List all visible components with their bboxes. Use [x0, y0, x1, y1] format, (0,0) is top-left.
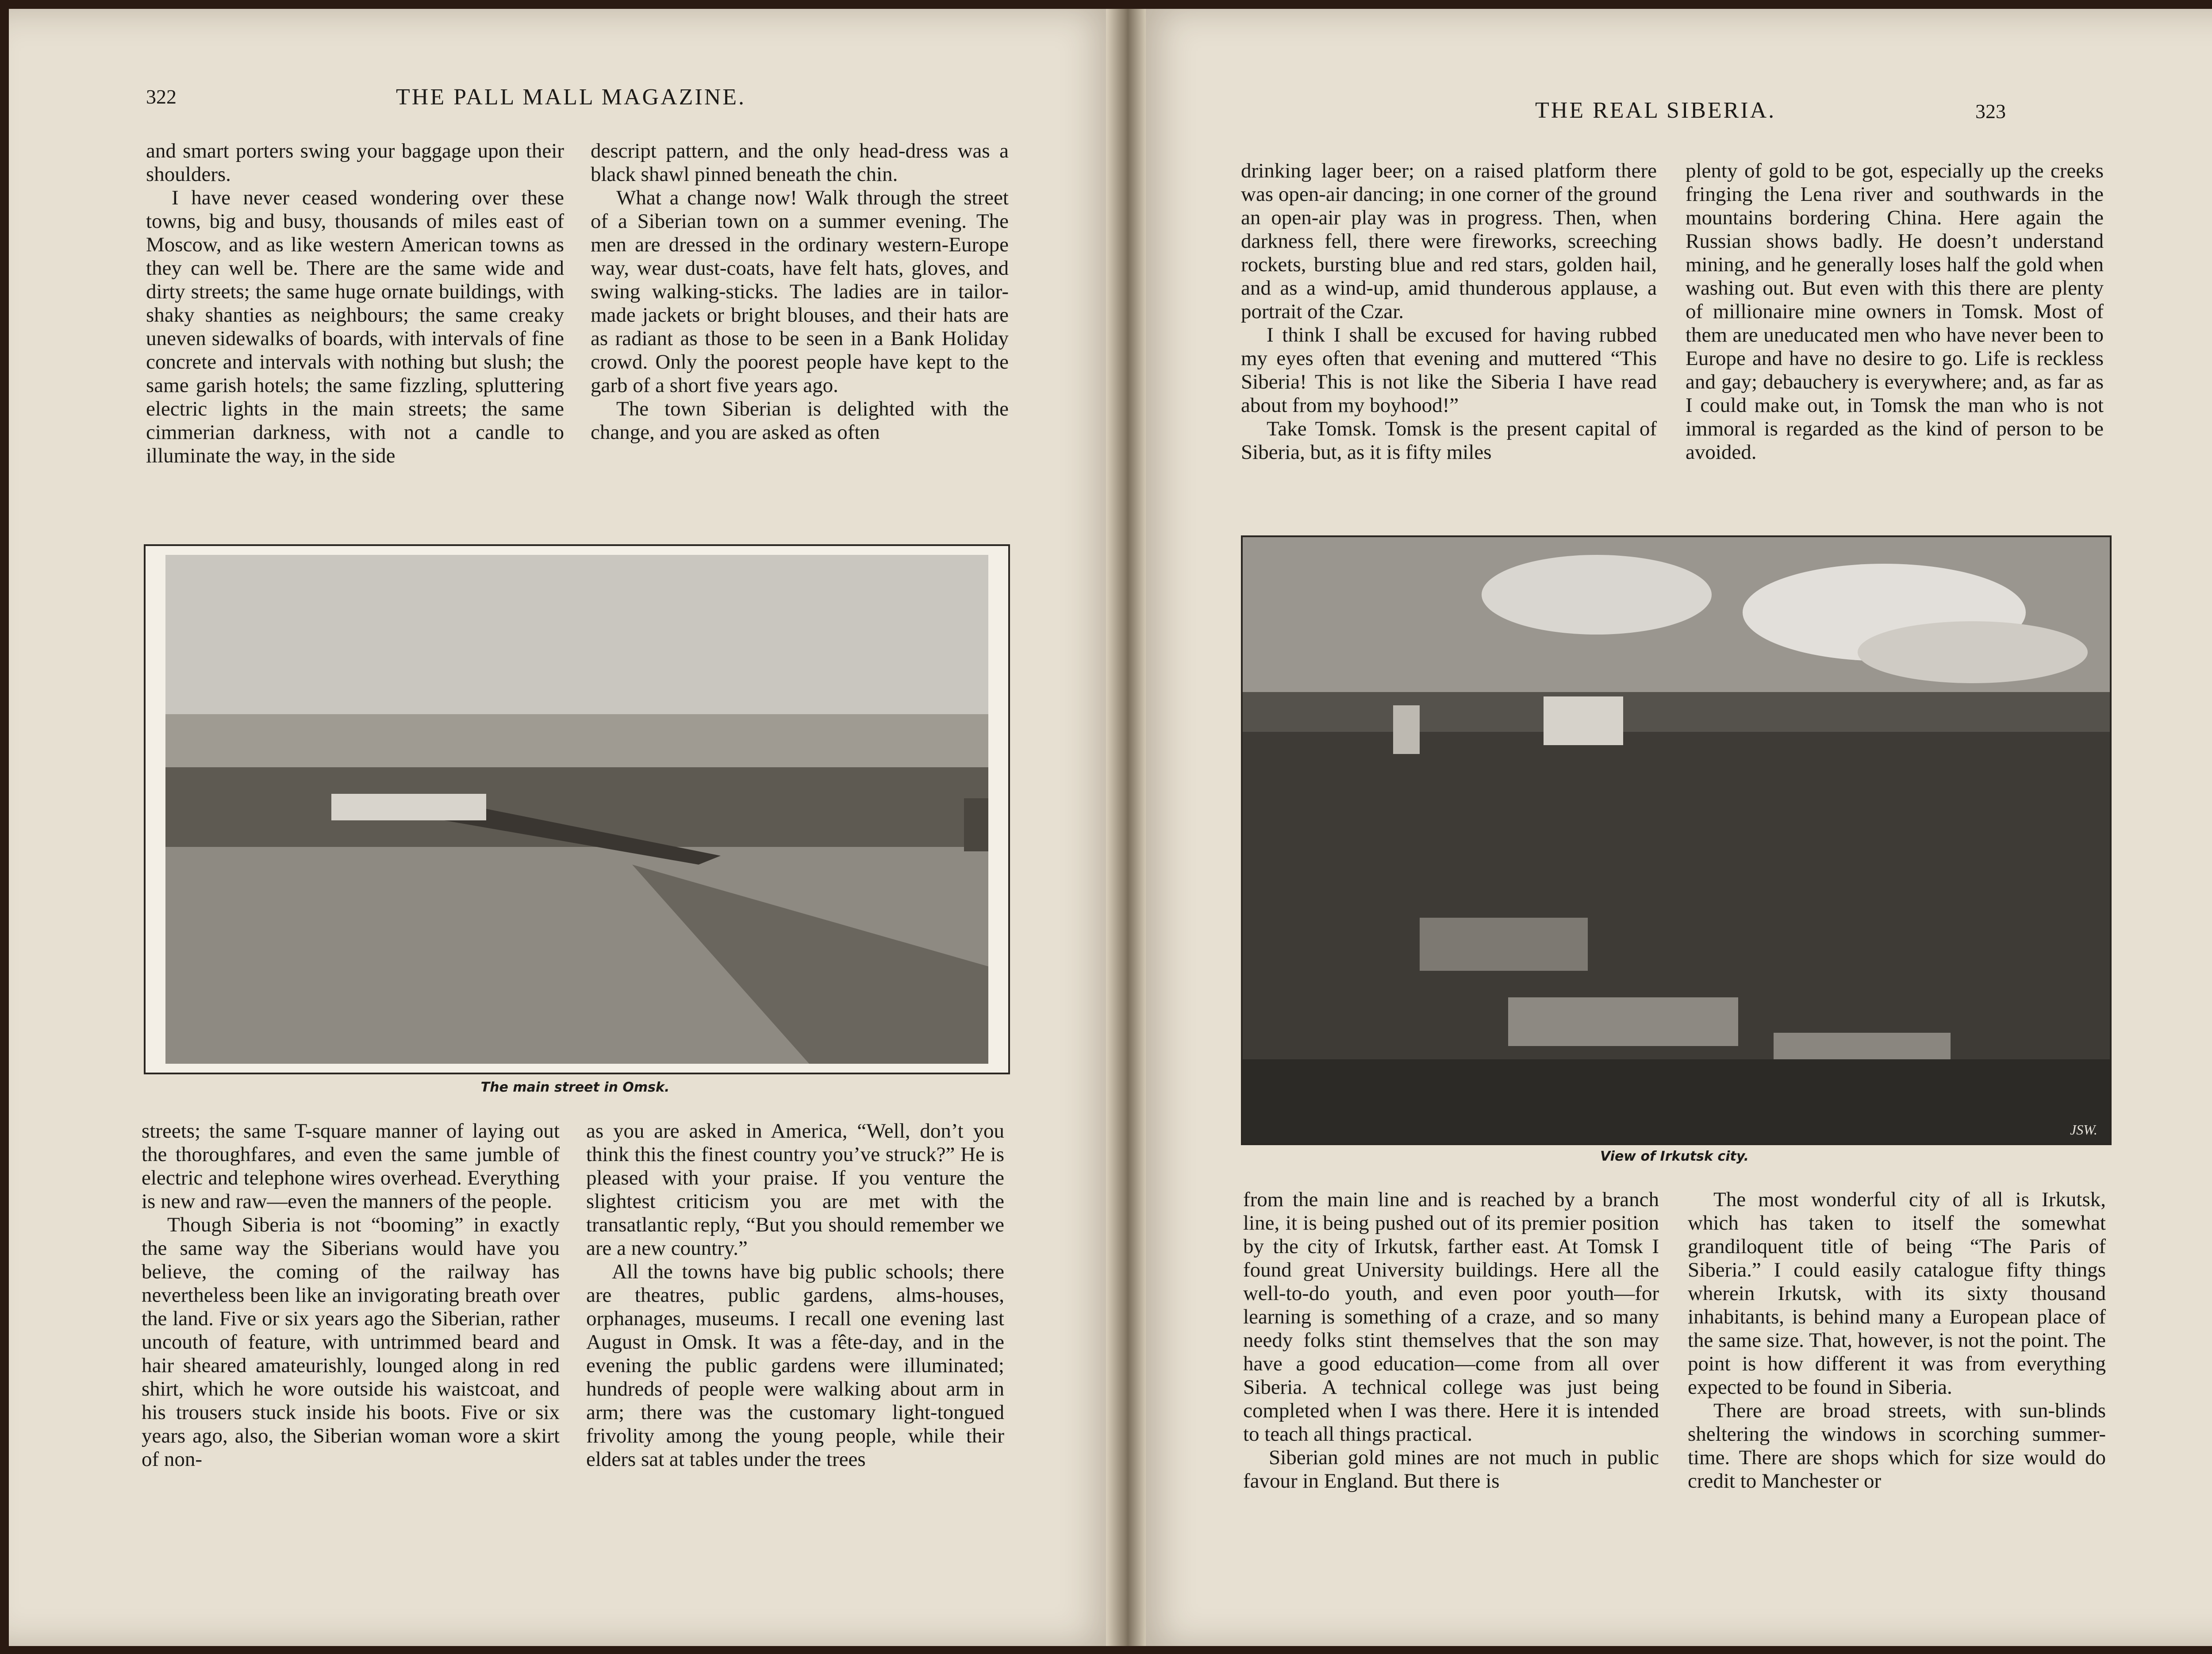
paragraph: I think I shall be excused for having rubbed my eyes often that evening and muttered “This Siberia! This is not like the Siberia I have read about from my boyhood!” — [1241, 323, 1657, 417]
paragraph: All the towns have big public schools; there are theatres, public gardens, alms-houses, orphanages, museums. I recall one evening last August in Omsk. It was a fête-day, and in the evening the public gardens were illuminated; hundreds of people were walking about arm in arm; there was the customary light-tongued frivolity among the young people, while their elders sat at tables under the trees — [586, 1260, 1004, 1471]
irkutsk-view-photo — [1241, 535, 2112, 1145]
right-col1-top — [1241, 159, 1657, 464]
right-running-head: THE REAL SIBERIA. — [1535, 98, 1776, 123]
paragraph: Though Siberia is not “booming” in exactly the same way the Siberians would have you believe, the coming of the railway has nevertheless been like an invigorating breath over the land. Five or six years ago the Siberian, rather uncouth of feature, with untrimmed beard and hair sheared amateurishly, lounged along in red shirt, which he wore outside his waistcoat, and his trousers stuck inside his boots. Five or six years ago, also, the Siberian woman wore a skirt of non- — [142, 1213, 560, 1471]
paragraph: The town Siberian is delighted with the change, and you are asked as often — [591, 397, 1009, 444]
left-col2-top — [591, 139, 1009, 444]
paragraph: Siberian gold mines are not much in public favour in England. But there is — [1243, 1446, 1659, 1492]
omsk-photo-caption: The main street in Omsk. — [480, 1080, 670, 1095]
left-page-number: 322 — [146, 85, 177, 108]
omsk-street-photo — [144, 544, 1010, 1074]
paragraph: plenty of gold to be got, especially up the creeks fringing the Lena river and southwards in the mountains bordering China. Here again the Russian shows badly. He doesn’t understand mining, and he generally loses half the gold when washing out. But even with this there are plenty of millionaire mine owners in Tomsk. Most of them are uneducated men who have never been to Europe and have no desire to go. Life is reckless and gay; debauchery is everywhere; and, as far as I could make out, in Tomsk the man who is not immoral is regarded as the kind of person to be avoided. — [1686, 159, 2104, 464]
book-gutter — [1106, 9, 1146, 1646]
paragraph: streets; the same T-square manner of laying out the thoroughfares, and even the same jumble of electric and telephone wires overhead. Everything is new and raw—even the manners of the people. — [142, 1119, 560, 1213]
left-col1-top — [146, 139, 564, 468]
photo-signature: JSW. — [2070, 1122, 2097, 1138]
paragraph: The most wonderful city of all is Irkutsk, which has taken to itself the somewhat grandiloquent title of being “The Paris of Siberia.” I could easily catalogue fifty things wherein Irkutsk, with its sixty thousand inhabitants, is behind many a European place of the same size. That, however, is not the point. The point is how different it was from everything expected to be found in Siberia. — [1688, 1188, 2106, 1399]
right-col2-top — [1686, 159, 2104, 464]
paragraph: Take Tomsk. Tomsk is the present capital of Siberia, but, as it is fifty miles — [1241, 417, 1657, 464]
paragraph: from the main line and is reached by a branch line, it is being pushed out of its premier position by the city of Irkutsk, farther east. At Tomsk I found great University buildings. Here all the well-to-do youth, and even poor youth—for learning is something of a craze, and so many needy folks stint themselves that the son may have a good education—come from all over Siberia. A technical college was just being completed when I was there. Here it is intended to teach all things practical. — [1243, 1188, 1659, 1446]
paragraph: and smart porters swing your baggage upon their shoulders. — [146, 139, 564, 186]
paragraph: What a change now! Walk through the street of a Siberian town on a summer evening. The men are dressed in the ordinary western-Europe way, wear dust-coats, have felt hats, gloves, and swing walking-sticks. The ladies are in tailor-made jackets or bright blouses, and their hats are as radiant as those to be seen in a Bank Holiday crowd. Only the poorest people have kept to the garb of a short five years ago. — [591, 186, 1009, 397]
right-col1-bottom — [1243, 1188, 1659, 1493]
paragraph: as you are asked in America, “Well, don’t you think this the finest country you’ve struck?” He is pleased with your praise. If you venture the slightest criticism you are met with the transatlantic reply, “But you should remember we are a new country.” — [586, 1119, 1004, 1260]
paragraph: I have never ceased wondering over these towns, big and busy, thousands of miles east of Moscow, and as like western American towns as they can well be. There are the same wide and dirty streets; the same huge ornate buildings, with shaky shanties as neighbours; the same creaky uneven sidewalks of boards, with intervals of fine concrete and intervals with nothing but slush; the same garish hotels; the same fizzling, spluttering electric lights in the main streets; the same cimmerian darkness, with not a candle to illuminate the way, in the side — [146, 186, 564, 467]
left-col1-bottom — [142, 1119, 560, 1471]
right-col2-bottom — [1688, 1188, 2106, 1493]
paragraph: drinking lager beer; on a raised platform there was open-air dancing; in one corner of the ground an open-air play was in progress. Then, when darkness fell, there were fireworks, screeching rockets, bursting blue and red stars, golden hail, and as a wind-up, amid thunderous applause, a portrait of the Czar. — [1241, 159, 1657, 323]
paragraph: descript pattern, and the only head-dress was a black shawl pinned beneath the chin. — [591, 139, 1009, 186]
paragraph: There are broad streets, with sun-blinds sheltering the windows in scorching summer-time. There are shops which for size would do credit to Manchester or — [1688, 1399, 2106, 1492]
left-col2-bottom — [586, 1119, 1004, 1471]
right-page-number: 323 — [1975, 100, 2006, 123]
left-running-head: THE PALL MALL MAGAZINE. — [396, 85, 746, 110]
irkutsk-photo-caption: View of Irkutsk city. — [1600, 1149, 1749, 1164]
